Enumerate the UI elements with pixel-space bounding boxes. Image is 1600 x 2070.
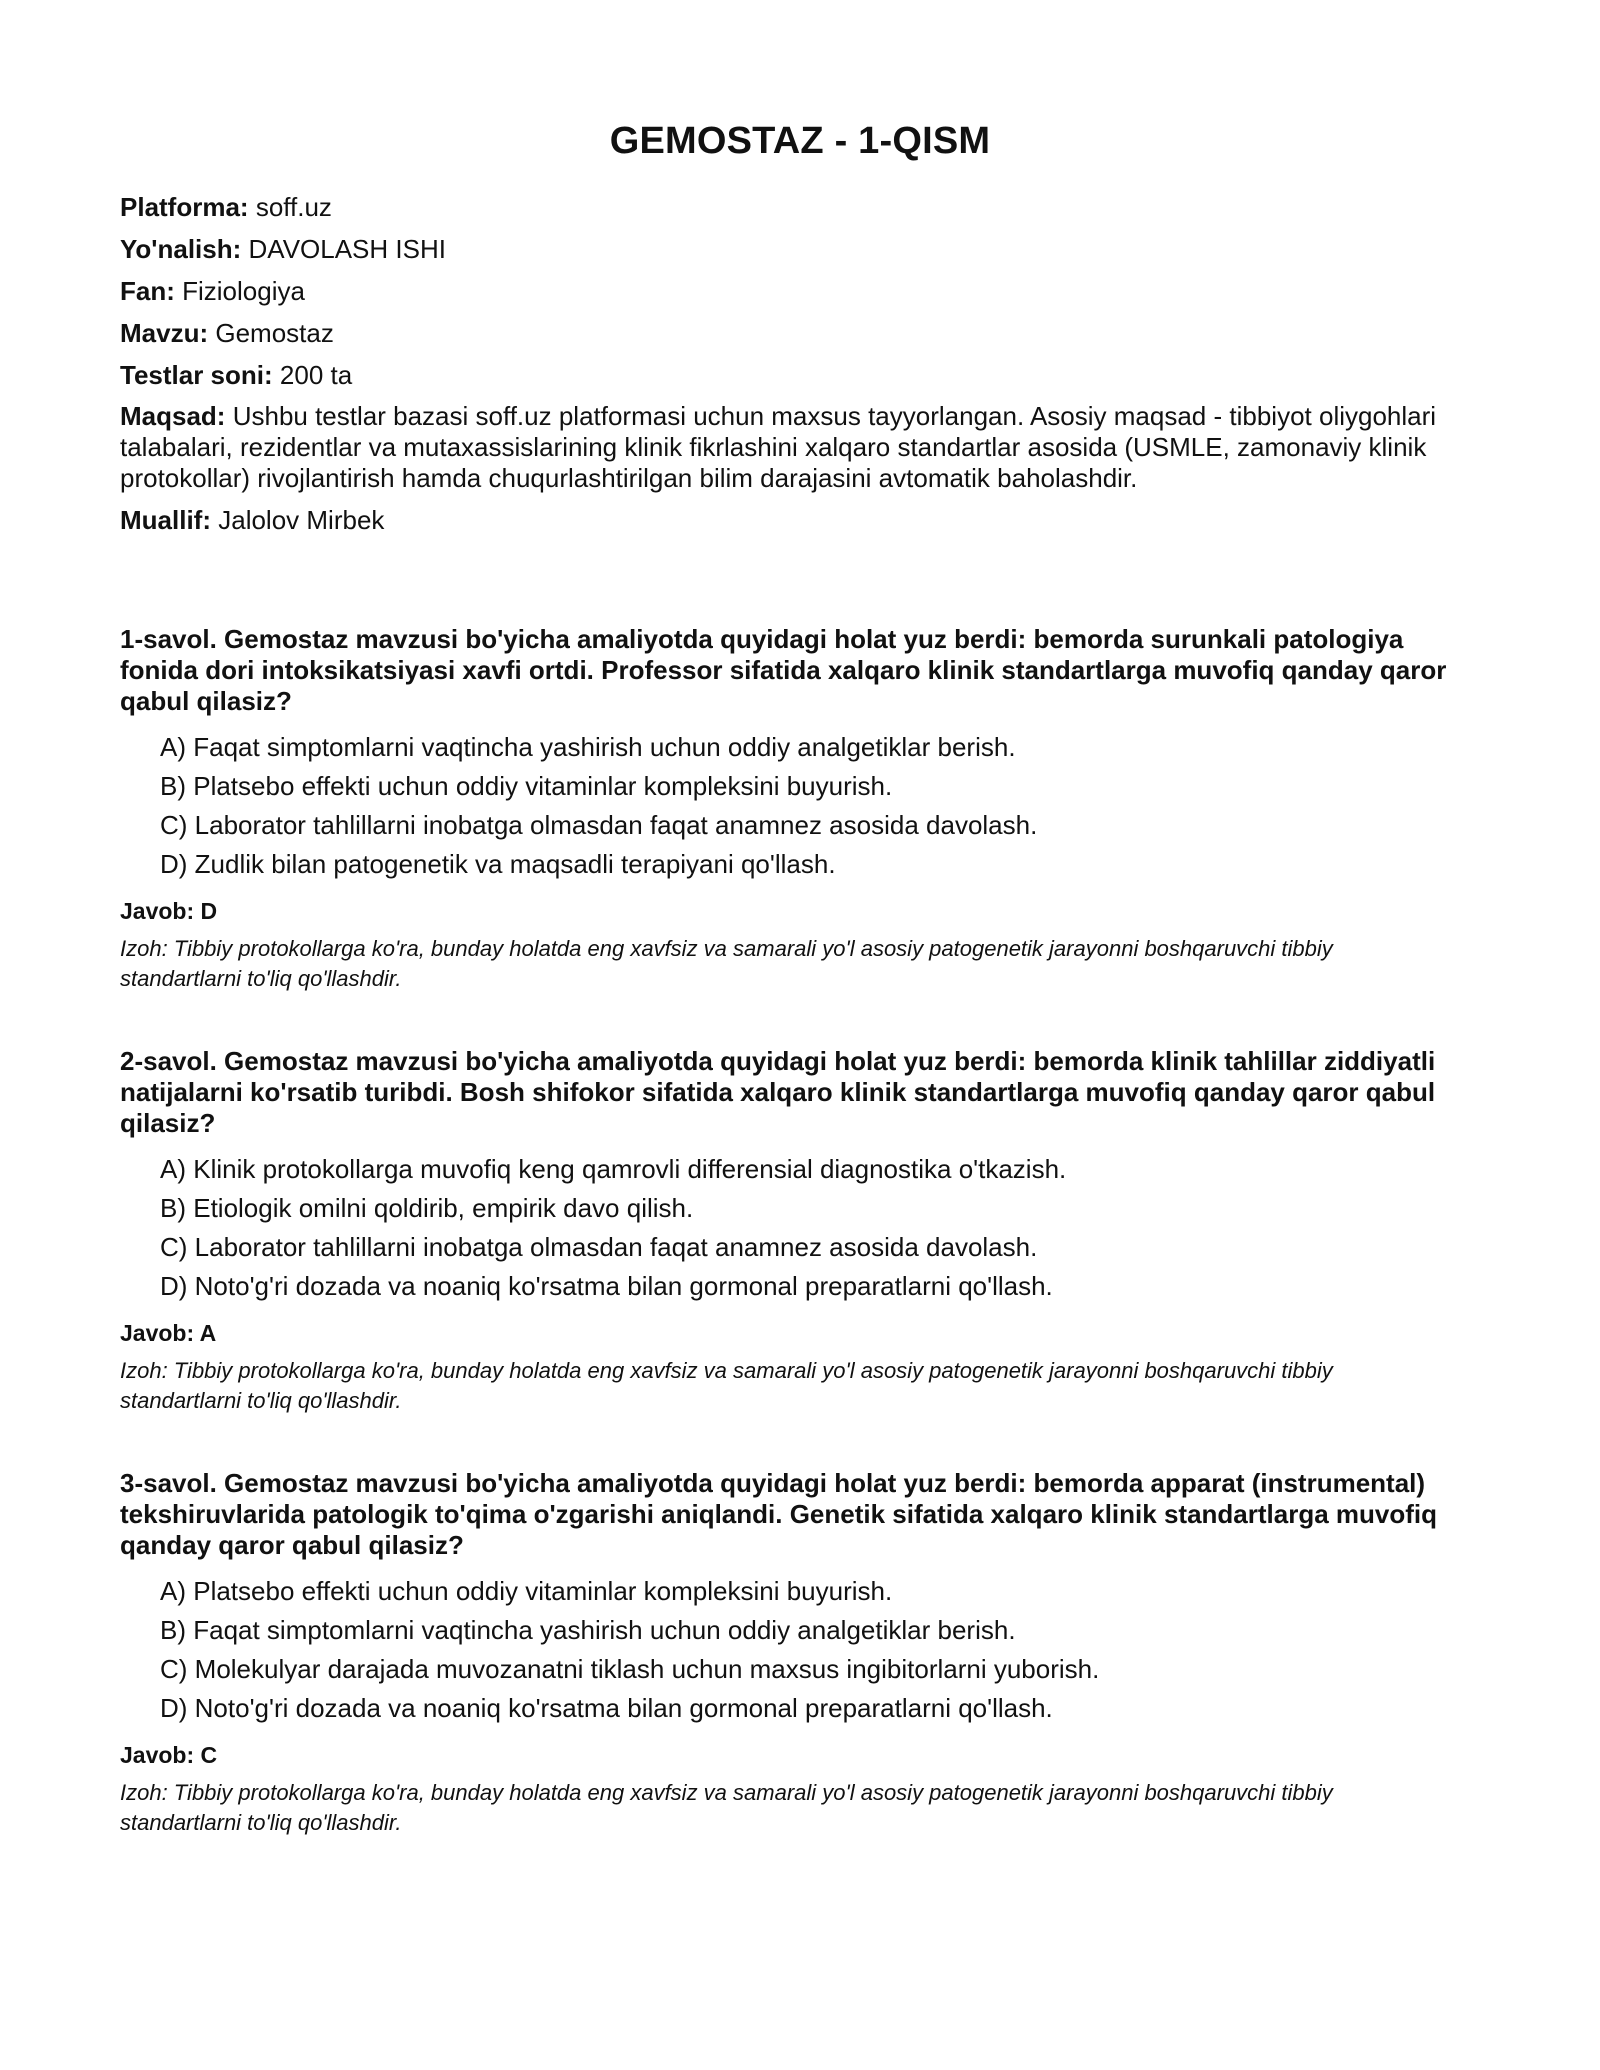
explanation-note: Izoh: Tibbiy protokollarga ko'ra, bunday holatda eng xavfsiz va samarali yo'l asosiy patogenetik jarayonni boshqaruvchi tibbiy standartlarni to'liq qo'llashdir. bbox=[120, 936, 1333, 991]
question-2 bbox=[120, 1046, 1480, 1416]
option-c: C) Laborator tahlillarni inobatga olmasdan faqat anamnez asosida davolash. bbox=[160, 810, 1038, 840]
questions-list bbox=[120, 624, 1480, 1838]
meta-label: Platforma: bbox=[120, 192, 249, 222]
meta-value: Gemostaz bbox=[215, 318, 334, 348]
meta-test-count bbox=[120, 359, 1480, 391]
meta-platform bbox=[120, 191, 1480, 223]
meta-value: Jalolov Mirbek bbox=[218, 505, 385, 535]
option-d: D) Noto'g'ri dozada va noaniq ko'rsatma bilan gormonal preparatlarni qo'llash. bbox=[160, 1271, 1053, 1301]
question-text: 1-savol. Gemostaz mavzusi bo'yicha amaliyotda quyidagi holat yuz berdi: bemorda surunkali patologiya fonida dori intoksikatsiyasi xavfi ortdi. Professor sifatida xalqaro klinik standartlarga muvofiq qanday qaror qabul qilasiz? bbox=[120, 624, 1447, 716]
meta-label: Maqsad: bbox=[120, 401, 226, 431]
meta-direction bbox=[120, 233, 1480, 265]
option-b: B) Faqat simptomlarni vaqtincha yashirish uchun oddiy analgetiklar berish. bbox=[160, 1615, 1016, 1645]
meta-topic bbox=[120, 317, 1480, 349]
option-c: C) Molekulyar darajada muvozanatni tiklash uchun maxsus ingibitorlarni yuborish. bbox=[160, 1654, 1100, 1684]
question-3 bbox=[120, 1468, 1480, 1838]
option-c: C) Laborator tahlillarni inobatga olmasdan faqat anamnez asosida davolash. bbox=[160, 1232, 1038, 1262]
option-a: A) Platsebo effekti uchun oddiy vitaminlar kompleksini buyurish. bbox=[160, 1576, 893, 1606]
option-a: A) Faqat simptomlarni vaqtincha yashirish uchun oddiy analgetiklar berish. bbox=[160, 732, 1016, 762]
meta-label: Mavzu: bbox=[120, 318, 209, 348]
document-title: GEMOSTAZ - 1-QISM bbox=[609, 120, 991, 162]
meta-label: Testlar soni: bbox=[120, 360, 273, 390]
answer-label: Javob: C bbox=[120, 1742, 218, 1768]
option-b: B) Platsebo effekti uchun oddiy vitaminlar kompleksini buyurish. bbox=[160, 771, 893, 801]
question-1 bbox=[120, 624, 1480, 994]
meta-value: Ushbu testlar bazasi soff.uz platformasi uchun maxsus tayyorlangan. Asosiy maqsad - tibbiyot oliygohlari talabalari, rezidentlar va mutaxassislarining klinik fikrlashini xalqaro standartlar asosida (USMLE, zamonaviy klinik protokollar) rivojlantirish hamda chuqurlashtirilgan bilim darajasini avtomatik baholashdir. bbox=[120, 401, 1437, 493]
meta-value: 200 ta bbox=[279, 360, 353, 390]
answer-label: Javob: A bbox=[120, 1320, 217, 1346]
meta-label: Muallif: bbox=[120, 505, 211, 535]
meta-author bbox=[120, 504, 1480, 536]
answer-label: Javob: D bbox=[120, 898, 218, 924]
metadata-block bbox=[120, 191, 1480, 536]
meta-subject bbox=[120, 275, 1480, 307]
explanation-note: Izoh: Tibbiy protokollarga ko'ra, bunday holatda eng xavfsiz va samarali yo'l asosiy patogenetik jarayonni boshqaruvchi tibbiy standartlarni to'liq qo'llashdir. bbox=[120, 1358, 1333, 1413]
meta-label: Yo'nalish: bbox=[120, 234, 242, 264]
meta-value: soff.uz bbox=[255, 192, 332, 222]
document-page bbox=[120, 120, 1480, 1890]
explanation-note: Izoh: Tibbiy protokollarga ko'ra, bunday holatda eng xavfsiz va samarali yo'l asosiy patogenetik jarayonni boshqaruvchi tibbiy standartlarni to'liq qo'llashdir. bbox=[120, 1780, 1333, 1835]
option-d: D) Noto'g'ri dozada va noaniq ko'rsatma bilan gormonal preparatlarni qo'llash. bbox=[160, 1693, 1053, 1723]
option-b: B) Etiologik omilni qoldirib, empirik davo qilish. bbox=[160, 1193, 694, 1223]
meta-label: Fan: bbox=[120, 276, 175, 306]
meta-value: DAVOLASH ISHI bbox=[248, 234, 446, 264]
question-text: 2-savol. Gemostaz mavzusi bo'yicha amaliyotda quyidagi holat yuz berdi: bemorda klinik tahlillar ziddiyatli natijalarni ko'rsatib turibdi. Bosh shifokor sifatida xalqaro klinik standartlarga muvofiq qanday qaror qabul qilasiz? bbox=[120, 1046, 1436, 1138]
option-d: D) Zudlik bilan patogenetik va maqsadli terapiyani qo'llash. bbox=[160, 849, 836, 879]
meta-goal bbox=[120, 401, 1480, 494]
option-a: A) Klinik protokollarga muvofiq keng qamrovli differensial diagnostika o'tkazish. bbox=[160, 1154, 1067, 1184]
meta-value: Fiziologiya bbox=[182, 276, 305, 306]
question-text: 3-savol. Gemostaz mavzusi bo'yicha amaliyotda quyidagi holat yuz berdi: bemorda apparat (instrumental) tekshiruvlarida patologik to'qima o'zgarishi aniqlandi. Genetik sifatida xalqaro klinik standartlarga muvofiq qanday qaror qabul qilasiz? bbox=[120, 1468, 1437, 1560]
